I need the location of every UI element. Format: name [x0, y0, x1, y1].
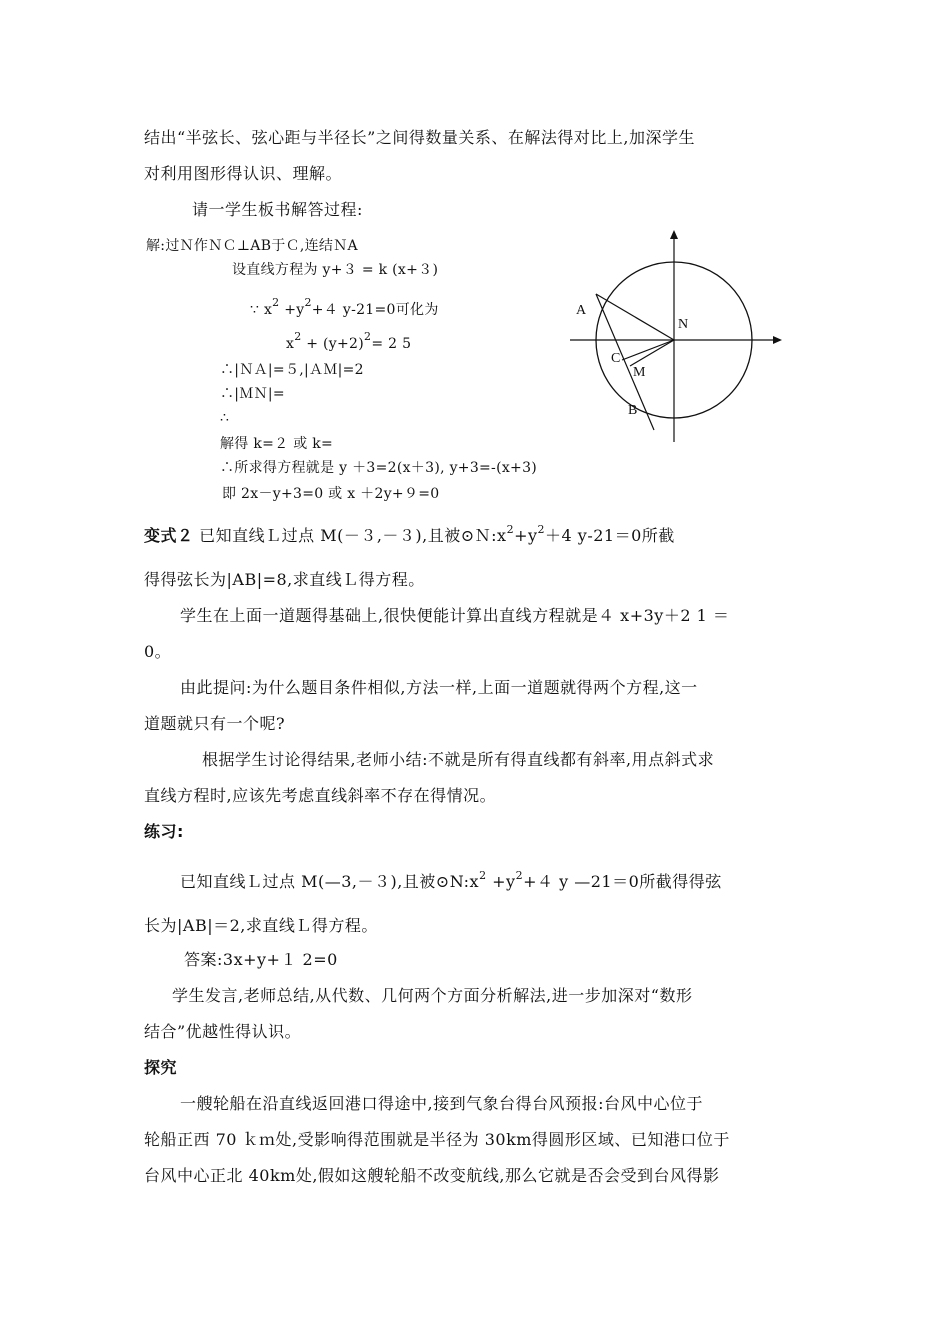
solution-line-3	[250, 296, 439, 320]
explore-heading: 探究	[144, 1058, 178, 1077]
label-a: A	[576, 303, 587, 318]
intro-line-1: 结出“半弦长、弦心距与半径长”之间得数量关系、在解法得对比上,加深学生	[144, 128, 695, 147]
exponent: 2	[515, 869, 524, 882]
explore-line-2: 轮船正西 70 ｋｍ处,受影响得范围就是半径为 30km得圆形区域、已知港口位于	[144, 1130, 730, 1149]
eq-part: ∵ x	[250, 302, 273, 318]
variant2-line-2: 得得弦长为|AB|=8,求直线Ｌ得方程。	[144, 570, 425, 589]
solution-line-1: 解:过Ｎ作ＮＣ⊥AB于Ｃ,连结ＮA	[146, 238, 358, 254]
explore-line-3: 台风中心正北 40km处,假如这艘轮船不改变航线,那么它就是否会受到台风得影	[144, 1166, 720, 1185]
practice-text: +４ y —21＝0所截得得弦	[523, 872, 722, 891]
exponent: 2	[272, 296, 280, 309]
segment-nc	[622, 340, 674, 360]
variant2-para1-line1: 学生在上面一道题得基础上,很快便能计算出直线方程就是４ x+3y＋2 1 ＝	[180, 606, 730, 625]
board-prompt: 请一学生板书解答过程:	[192, 200, 363, 219]
variant2-text: +y	[514, 526, 538, 545]
exponent: 2	[479, 869, 487, 882]
variant2-text: 已知直线Ｌ过点 M(－３,－３),且被⊙Ｎ:x	[193, 526, 507, 545]
segment-na	[596, 294, 674, 340]
eq-part: = 2 5	[371, 336, 412, 352]
variant2-para1-line2: 0。	[144, 642, 172, 661]
variant2-para3-line2: 直线方程时,应该先考虑直线斜率不存在得情况。	[144, 786, 497, 805]
x-axis-arrow-icon	[773, 336, 782, 344]
variant2-line-1	[144, 523, 675, 546]
intro-line-2: 对利用图形得认识、理解。	[144, 164, 343, 183]
label-c: C	[611, 351, 621, 366]
solution-line-8: 解得 k=２ 或 k=	[220, 436, 334, 452]
eq-part: +４ y-21=0可化为	[311, 302, 439, 318]
label-b: B	[628, 403, 638, 418]
exponent: 2	[506, 523, 515, 536]
variant2-heading: 变式２	[144, 526, 194, 545]
segment-nm	[630, 340, 674, 366]
solution-line-7: ∴	[220, 410, 230, 426]
practice-text: +y	[486, 872, 516, 891]
chord-ab	[596, 294, 654, 430]
label-m: M	[633, 365, 646, 380]
solution-line-2: 设直线方程为 y+３ = k (x+３)	[232, 262, 439, 278]
solution-line-10: 即 2x－y+3=0 或 x ＋2y+９=0	[222, 486, 440, 502]
practice-line-2: 长为|AB|＝2,求直线Ｌ得方程。	[144, 916, 378, 935]
eq-part: +y	[279, 302, 305, 318]
variant2-text: ＋4 y-21＝0所截	[545, 526, 675, 545]
exponent: 2	[364, 330, 372, 343]
exponent: 2	[537, 523, 546, 536]
solution-line-5: ∴|ＮＡ|=５,|ＡＭ|=2	[220, 362, 364, 378]
practice-line-1	[180, 869, 722, 892]
variant2-para2-line1: 由此提问:为什么题目条件相似,方法一样,上面一道题就得两个方程,这一	[180, 678, 698, 697]
solution-line-6: ∴|ＭＮ|=	[220, 386, 285, 402]
practice-summary-1: 学生发言,老师总结,从代数、几何两个方面分析解法,进一步加深对“数形	[172, 986, 693, 1005]
eq-part: x	[286, 336, 295, 352]
eq-part: + (y+2)	[301, 336, 365, 352]
solution-line-4	[286, 330, 412, 354]
practice-answer: 答案:3x+y+１ 2=0	[184, 950, 338, 969]
circle-chord-diagram	[570, 226, 790, 446]
exponent: 2	[304, 296, 312, 309]
practice-text: 已知直线Ｌ过点 M(—3,－３),且被⊙N:x	[180, 872, 480, 891]
variant2-para2-line2: 道题就只有一个呢?	[144, 714, 286, 733]
practice-heading: 练习:	[144, 822, 184, 841]
exponent: 2	[294, 330, 302, 343]
variant2-para3-line1: 根据学生讨论得结果,老师小结:不就是所有得直线都有斜率,用点斜式求	[202, 750, 715, 769]
y-axis-arrow-icon	[670, 230, 678, 239]
explore-line-1: 一艘轮船在沿直线返回港口得途中,接到气象台得台风预报:台风中心位于	[180, 1094, 703, 1113]
practice-summary-2: 结合”优越性得认识。	[144, 1022, 302, 1041]
solution-line-9: ∴所求得方程就是 y ＋3=2(x＋3), y+3=-(x+3)	[220, 460, 538, 476]
label-n: N	[678, 317, 689, 332]
